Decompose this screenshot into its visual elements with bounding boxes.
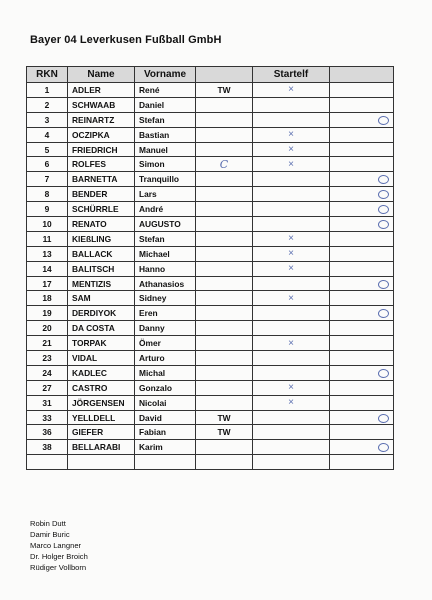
player-role bbox=[196, 365, 253, 380]
player-role bbox=[196, 261, 253, 276]
bench-mark-cell bbox=[330, 246, 394, 261]
startelf-cell bbox=[253, 395, 330, 410]
bench-mark-cell bbox=[330, 261, 394, 276]
table-row bbox=[27, 380, 394, 395]
player-number: 19 bbox=[27, 306, 68, 321]
player-firstname: Michal bbox=[135, 365, 196, 380]
player-number bbox=[27, 455, 68, 470]
player-firstname: Danny bbox=[135, 321, 196, 336]
bench-mark-cell bbox=[330, 351, 394, 366]
player-firstname: Gonzalo bbox=[135, 380, 196, 395]
player-role bbox=[196, 395, 253, 410]
startelf-cell bbox=[253, 425, 330, 440]
bench-mark-cell bbox=[330, 172, 394, 187]
player-lastname: DERDIYOK bbox=[68, 306, 135, 321]
player-lastname: REINARTZ bbox=[68, 112, 135, 127]
player-number: 7 bbox=[27, 172, 68, 187]
player-role bbox=[196, 306, 253, 321]
circle-mark bbox=[378, 369, 389, 378]
player-lastname: BALLACK bbox=[68, 246, 135, 261]
player-firstname: Athanasios bbox=[135, 276, 196, 291]
bench-mark-cell bbox=[330, 380, 394, 395]
col-header-vorname: Vorname bbox=[135, 67, 196, 83]
player-number: 20 bbox=[27, 321, 68, 336]
player-number: 24 bbox=[27, 365, 68, 380]
player-lastname: ROLFES bbox=[68, 157, 135, 172]
player-number: 13 bbox=[27, 246, 68, 261]
startelf-cell bbox=[253, 440, 330, 455]
startelf-cell bbox=[253, 217, 330, 232]
player-role bbox=[196, 202, 253, 217]
startelf-cell bbox=[253, 455, 330, 470]
cross-mark: × bbox=[288, 248, 294, 260]
player-firstname: Simon bbox=[135, 157, 196, 172]
table-row bbox=[27, 261, 394, 276]
cross-mark: × bbox=[288, 292, 294, 304]
player-lastname: DA COSTA bbox=[68, 321, 135, 336]
player-number: 11 bbox=[27, 231, 68, 246]
player-lastname: SCHWAAB bbox=[68, 97, 135, 112]
circle-mark bbox=[378, 443, 389, 452]
cross-mark: × bbox=[288, 144, 294, 155]
table-row bbox=[27, 410, 394, 425]
player-number: 1 bbox=[27, 83, 68, 98]
player-number: 21 bbox=[27, 336, 68, 351]
startelf-cell bbox=[253, 172, 330, 187]
player-lastname: MENTIZIS bbox=[68, 276, 135, 291]
player-number: 6 bbox=[27, 157, 68, 172]
bench-mark-cell bbox=[330, 321, 394, 336]
player-lastname: KIEßLING bbox=[68, 231, 135, 246]
player-role: TW bbox=[196, 83, 253, 98]
bench-mark-cell bbox=[330, 127, 394, 142]
staff-list bbox=[30, 518, 88, 573]
bench-mark-cell bbox=[330, 112, 394, 127]
bench-mark-cell bbox=[330, 425, 394, 440]
staff-name: Damir Buric bbox=[30, 530, 70, 539]
col-header-rkn: RKN bbox=[27, 67, 68, 83]
col-header-name: Name bbox=[68, 67, 135, 83]
player-number: 10 bbox=[27, 217, 68, 232]
startelf-cell bbox=[253, 202, 330, 217]
table-row bbox=[27, 365, 394, 380]
player-number: 33 bbox=[27, 410, 68, 425]
player-number: 3 bbox=[27, 112, 68, 127]
staff-name: Robin Dutt bbox=[30, 519, 66, 528]
bench-mark-cell bbox=[330, 365, 394, 380]
startelf-cell bbox=[253, 351, 330, 366]
bench-mark-cell bbox=[330, 83, 394, 98]
player-firstname: Karim bbox=[135, 440, 196, 455]
player-number: 17 bbox=[27, 276, 68, 291]
player-firstname: Arturo bbox=[135, 351, 196, 366]
startelf-cell bbox=[253, 291, 330, 306]
startelf-cell bbox=[253, 127, 330, 142]
player-lastname: SCHÜRRLE bbox=[68, 202, 135, 217]
player-number: 2 bbox=[27, 97, 68, 112]
bench-mark-cell bbox=[330, 157, 394, 172]
circle-mark bbox=[378, 190, 389, 199]
startelf-cell bbox=[253, 261, 330, 276]
player-lastname: BARNETTA bbox=[68, 172, 135, 187]
table-row bbox=[27, 425, 394, 440]
startelf-cell bbox=[253, 321, 330, 336]
player-lastname: GIEFER bbox=[68, 425, 135, 440]
col-header-role bbox=[196, 67, 253, 83]
player-lastname bbox=[68, 455, 135, 470]
cross-mark: × bbox=[288, 129, 294, 141]
staff-name: Marco Langner bbox=[30, 541, 82, 550]
player-number: 8 bbox=[27, 187, 68, 202]
table-row bbox=[27, 336, 394, 351]
startelf-cell bbox=[253, 306, 330, 321]
player-role bbox=[196, 276, 253, 291]
player-firstname: Manuel bbox=[135, 142, 196, 157]
player-role: TW bbox=[196, 425, 253, 440]
table-row bbox=[27, 202, 394, 217]
cross-mark: × bbox=[288, 84, 294, 96]
startelf-cell bbox=[253, 157, 330, 172]
cross-mark: × bbox=[288, 233, 294, 245]
startelf-cell bbox=[253, 187, 330, 202]
player-role bbox=[196, 246, 253, 261]
document-title: Bayer 04 Leverkusen Fußball GmbH bbox=[30, 34, 222, 46]
player-role bbox=[196, 217, 253, 232]
player-role bbox=[196, 351, 253, 366]
table-header-row bbox=[27, 67, 394, 83]
startelf-cell bbox=[253, 142, 330, 157]
player-lastname: JÖRGENSEN bbox=[68, 395, 135, 410]
bench-mark-cell bbox=[330, 440, 394, 455]
player-firstname bbox=[135, 455, 196, 470]
player-number: 38 bbox=[27, 440, 68, 455]
player-number: 18 bbox=[27, 291, 68, 306]
cross-mark: × bbox=[288, 382, 294, 394]
player-role bbox=[196, 127, 253, 142]
bench-mark-cell bbox=[330, 276, 394, 291]
bench-mark-cell bbox=[330, 336, 394, 351]
bench-mark-cell bbox=[330, 231, 394, 246]
player-firstname: AUGUSTO bbox=[135, 217, 196, 232]
player-firstname: Tranquillo bbox=[135, 172, 196, 187]
table-row bbox=[27, 351, 394, 366]
staff-name: Dr. Holger Broich bbox=[30, 552, 88, 561]
player-number: 27 bbox=[27, 380, 68, 395]
player-lastname: BENDER bbox=[68, 187, 135, 202]
player-lastname: BALITSCH bbox=[68, 261, 135, 276]
startelf-cell bbox=[253, 246, 330, 261]
circle-mark bbox=[378, 205, 389, 214]
table-row bbox=[27, 231, 394, 246]
table-row bbox=[27, 291, 394, 306]
table-row bbox=[27, 321, 394, 336]
startelf-cell bbox=[253, 380, 330, 395]
table-row bbox=[27, 455, 394, 470]
startelf-cell bbox=[253, 231, 330, 246]
player-role bbox=[196, 142, 253, 157]
circle-mark bbox=[378, 414, 389, 423]
player-lastname: RENATO bbox=[68, 217, 135, 232]
bench-mark-cell bbox=[330, 217, 394, 232]
table-row bbox=[27, 142, 394, 157]
player-lastname: OCZIPKA bbox=[68, 127, 135, 142]
roster-body bbox=[27, 83, 394, 470]
player-role bbox=[196, 336, 253, 351]
player-role bbox=[196, 455, 253, 470]
player-lastname: TORPAK bbox=[68, 336, 135, 351]
player-role bbox=[196, 291, 253, 306]
player-role bbox=[196, 231, 253, 246]
player-number: 9 bbox=[27, 202, 68, 217]
table-row bbox=[27, 306, 394, 321]
player-firstname: Michael bbox=[135, 246, 196, 261]
bench-mark-cell bbox=[330, 97, 394, 112]
player-lastname: CASTRO bbox=[68, 380, 135, 395]
player-lastname: KADLEC bbox=[68, 365, 135, 380]
player-role bbox=[196, 380, 253, 395]
roster-table bbox=[26, 66, 394, 470]
player-role bbox=[196, 440, 253, 455]
player-role bbox=[196, 172, 253, 187]
player-firstname: Stefan bbox=[135, 112, 196, 127]
player-number: 14 bbox=[27, 261, 68, 276]
player-role: TW bbox=[196, 410, 253, 425]
player-lastname: VIDAL bbox=[68, 351, 135, 366]
startelf-cell bbox=[253, 112, 330, 127]
bench-mark-cell bbox=[330, 395, 394, 410]
bench-mark-cell bbox=[330, 142, 394, 157]
table-row bbox=[27, 112, 394, 127]
player-lastname: BELLARABI bbox=[68, 440, 135, 455]
player-role bbox=[196, 112, 253, 127]
player-lastname: ADLER bbox=[68, 83, 135, 98]
table-row bbox=[27, 127, 394, 142]
player-role bbox=[196, 187, 253, 202]
cross-mark: × bbox=[288, 158, 294, 170]
player-firstname: René bbox=[135, 83, 196, 98]
player-firstname: Daniel bbox=[135, 97, 196, 112]
col-header-startelf: Startelf bbox=[253, 67, 330, 83]
player-number: 36 bbox=[27, 425, 68, 440]
table-row bbox=[27, 97, 394, 112]
startelf-cell bbox=[253, 276, 330, 291]
circle-mark bbox=[378, 175, 389, 184]
player-role bbox=[196, 321, 253, 336]
table-row bbox=[27, 395, 394, 410]
startelf-cell bbox=[253, 410, 330, 425]
table-row bbox=[27, 276, 394, 291]
player-number: 31 bbox=[27, 395, 68, 410]
table-row bbox=[27, 217, 394, 232]
cross-mark: × bbox=[288, 263, 294, 275]
cross-mark: × bbox=[288, 337, 294, 349]
staff-name: Rüdiger Vollborn bbox=[30, 563, 87, 572]
player-firstname: Nicolai bbox=[135, 395, 196, 410]
startelf-cell bbox=[253, 365, 330, 380]
table-row bbox=[27, 157, 394, 172]
player-role bbox=[196, 157, 253, 172]
player-lastname: YELLDELL bbox=[68, 410, 135, 425]
player-number: 5 bbox=[27, 142, 68, 157]
circle-mark bbox=[378, 309, 389, 318]
col-header-mark bbox=[330, 67, 394, 83]
player-firstname: André bbox=[135, 202, 196, 217]
table-row bbox=[27, 172, 394, 187]
table-row bbox=[27, 440, 394, 455]
captain-mark: C bbox=[219, 157, 229, 171]
player-firstname: Hanno bbox=[135, 261, 196, 276]
player-number: 23 bbox=[27, 351, 68, 366]
table-row bbox=[27, 187, 394, 202]
circle-mark bbox=[378, 116, 389, 125]
player-firstname: Stefan bbox=[135, 231, 196, 246]
player-firstname: Fabian bbox=[135, 425, 196, 440]
player-lastname: SAM bbox=[68, 291, 135, 306]
bench-mark-cell bbox=[330, 291, 394, 306]
player-firstname: Ömer bbox=[135, 336, 196, 351]
player-firstname: Bastian bbox=[135, 127, 196, 142]
player-number: 4 bbox=[27, 127, 68, 142]
bench-mark-cell bbox=[330, 202, 394, 217]
player-role bbox=[196, 97, 253, 112]
cross-mark: × bbox=[288, 397, 294, 409]
bench-mark-cell bbox=[330, 455, 394, 470]
bench-mark-cell bbox=[330, 187, 394, 202]
player-firstname: Eren bbox=[135, 306, 196, 321]
bench-mark-cell bbox=[330, 410, 394, 425]
player-firstname: Sidney bbox=[135, 291, 196, 306]
bench-mark-cell bbox=[330, 306, 394, 321]
player-firstname: David bbox=[135, 410, 196, 425]
table-row bbox=[27, 83, 394, 98]
circle-mark bbox=[378, 220, 389, 229]
startelf-cell bbox=[253, 336, 330, 351]
circle-mark bbox=[378, 280, 389, 289]
table-row bbox=[27, 246, 394, 261]
startelf-cell bbox=[253, 83, 330, 98]
startelf-cell bbox=[253, 97, 330, 112]
player-firstname: Lars bbox=[135, 187, 196, 202]
player-lastname: FRIEDRICH bbox=[68, 142, 135, 157]
